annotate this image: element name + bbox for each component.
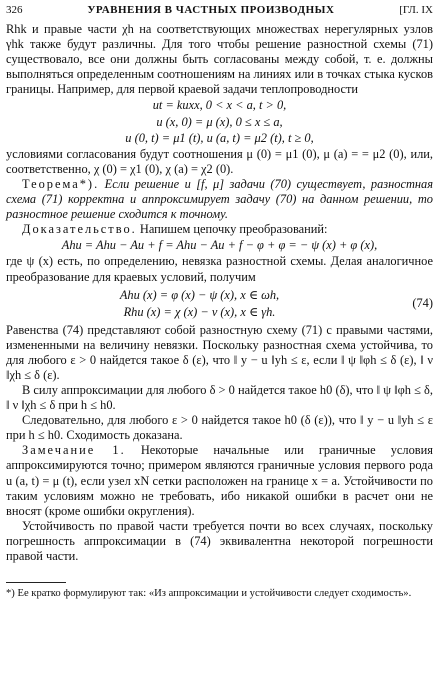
chapter-label: [ГЛ. IX <box>399 4 433 16</box>
proof-text: Напишем цепочку преобразований: <box>139 222 328 237</box>
running-title: УРАВНЕНИЯ В ЧАСТНЫХ ПРОИЗВОДНЫХ <box>87 4 335 16</box>
page-header <box>6 4 433 22</box>
formula-chain: Ahu = Ahu − Au + f = Ahu − Au + f − φ + φ = − ψ (x) + φ (x), <box>61 238 378 253</box>
remark-label: Замечание 1. <box>22 443 126 458</box>
paragraph-4: Равенства (74) представляют собой разностную схему (71) с правыми частями, измененными на величину невязки. Поскольку разностная схема устойчива, то для любого ε > 0 найдется такое δ (ε), что ‖ y − u ‖yh ≤ ε, если ‖ ψ ‖φh ≤ δ (ε), ‖ ν ‖χh ≤ δ (ε). <box>6 322 433 382</box>
paragraph-6: Следовательно, для любого ε > 0 найдется такое h0 (δ (ε)), что ‖ y − u ‖yh ≤ ε при h ≤ h0. Сходимость доказана. <box>6 413 433 443</box>
paragraph-5: В силу аппроксимации для любого δ > 0 найдется такое h0 (δ), что ‖ ψ ‖φh ≤ δ, ‖ ν ‖χh ≤ δ при h ≤ h0. <box>6 382 433 413</box>
page-number: 326 <box>6 4 23 16</box>
remark-text: Некоторые начальные или граничные условия аппроксимируются точно; примером являются граничные условия первого рода u (a, t) = μ (t), если узел xN сетки расположен на границе x = a. Устойчивости по таким условиям можно не требовать, ибо никакой ошибки в расчет они не вносят (кроме ошибки округления). <box>6 443 433 518</box>
paragraph-1: Rhk и правые части χh на соответствующих множествах нерегулярных узлов γhk также будут различны. Для того чтобы решение разностной схемы (71) существовало, все они должны быть согласованы между собой, т. е. должны выполняться определенным соотношениям на линиях или в точках стыка кусков границы. Например, для первой краевой задачи теплопроводности <box>6 22 433 97</box>
equation-number: (74) <box>412 296 433 311</box>
paragraph-3: где ψ (x) есть, по определению, невязка разностной схемы. Делая аналогичное преобразование для краевых условий, получим <box>6 254 433 284</box>
proof-label: Доказательство. <box>22 222 137 237</box>
equation-74 <box>6 287 433 321</box>
paragraph-2: условиями согласования будут соотношения μ (0) = μ1 (0), μ (a) = = μ2 (0), или, соответственно, χ (0) = χ1 (0), χ (a) = χ2 (0). <box>6 146 433 176</box>
formula-initial-condition: u (x, 0) = μ (x), 0 ≤ x ≤ a, <box>156 114 283 129</box>
theorem-label: Теорема*). <box>22 176 100 191</box>
proof <box>6 222 433 237</box>
formula-heat-equation: ut = kuxx, 0 < x < a, t > 0, <box>152 98 287 113</box>
page-body <box>6 22 433 564</box>
equation-74-line-1: Ahu (x) = φ (x) − ψ (x), x ∈ ωh, <box>119 287 280 302</box>
theorem-text: Если решение u [f, μ] задачи (70) существует, разностная схема (71) корректна и аппроксимирует задачу (70) на данном решении, то разностное решение сходится к точному. <box>6 176 433 222</box>
paragraph-7: Устойчивость по правой части требуется почти во всех случаях, поскольку погрешность аппроксимации в (74) эквивалентна некоторой погрешности правой части. <box>6 518 433 563</box>
formula-boundary-conditions: u (0, t) = μ1 (t), u (a, t) = μ2 (t), t ≥ 0, <box>125 130 314 145</box>
footnote: *) Ее кратко формулируют так: «Из аппроксимации и устойчивости следует сходимость». <box>6 588 412 600</box>
remark <box>6 443 433 518</box>
equation-74-line-2: Rhu (x) = χ (x) − ν (x), x ∈ γh. <box>123 304 276 319</box>
theorem <box>6 177 433 222</box>
footnote-rule <box>6 582 66 583</box>
